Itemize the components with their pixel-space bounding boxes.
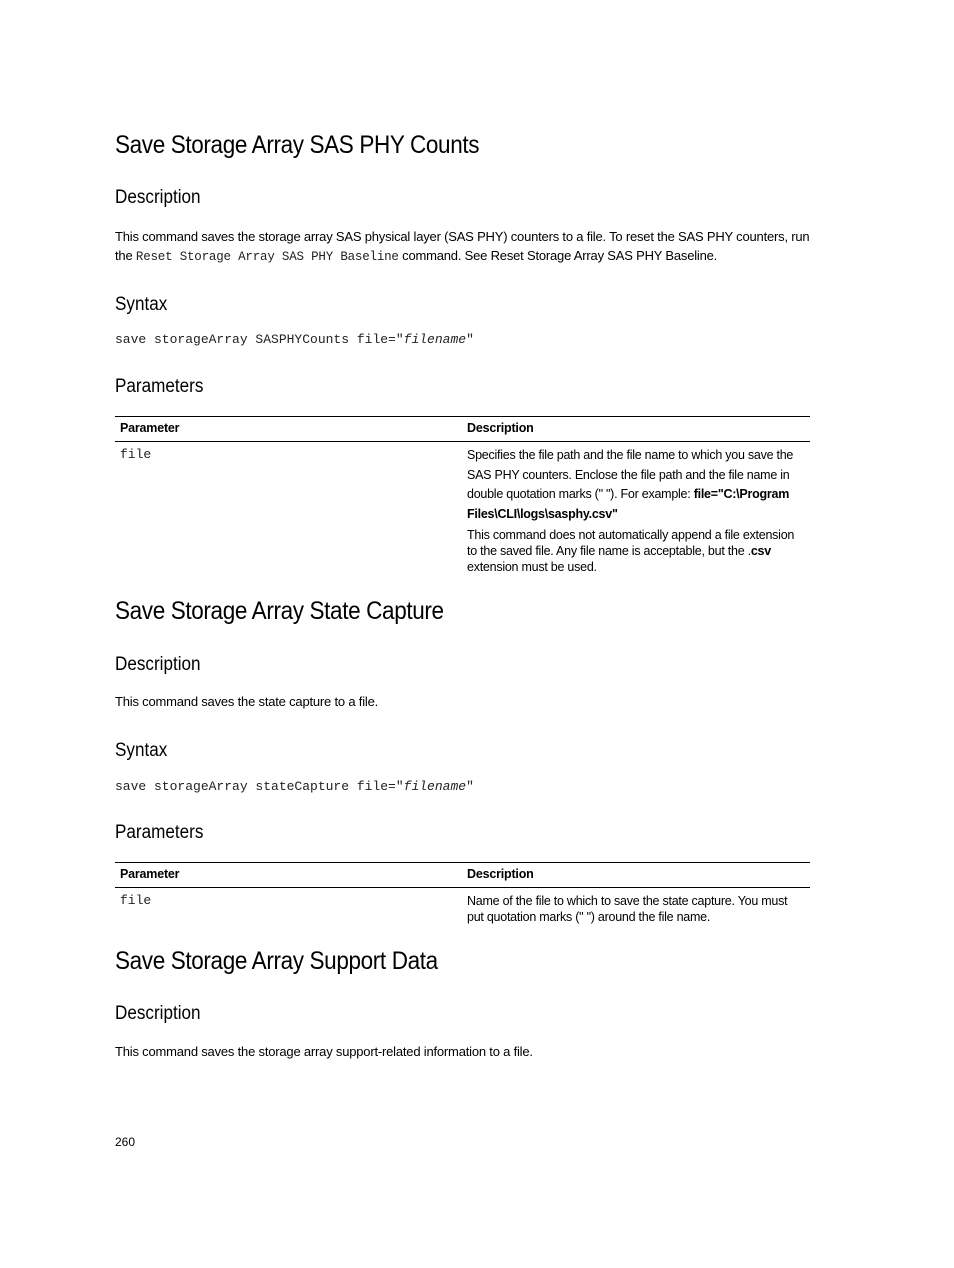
syntax-heading: Syntax: [115, 294, 168, 315]
description-text: This command saves the state capture to a file.: [115, 694, 379, 709]
page-number: 260: [115, 1135, 136, 1149]
syntax-heading: Syntax: [115, 740, 168, 761]
description-heading: Description: [115, 187, 201, 208]
description-paragraph: This command does not automatically append a file extension to the saved file. Any file name is acceptable, but the .csv extension must be used.: [467, 528, 795, 574]
parameters-heading: Parameters: [115, 822, 204, 843]
column-header-description: Description: [467, 867, 534, 881]
description-paragraph: Specifies the file path and the file name to which you save the SAS PHY counters. Enclose the file path and the file name in double quotation marks (" "). For example: file="C:\Program Files\CLI\logs\sasphy.csv": [467, 448, 794, 521]
table-cell-parameter: file: [120, 893, 152, 908]
description-text: This command saves the storage array SAS physical layer (SAS PHY) counters to a file. To reset the SAS PHY counters, run the Reset Storage Array SAS PHY Baseline command. See Reset Storage Array SAS PHY Baseline.: [115, 229, 810, 264]
table-cell-description: [467, 446, 807, 575]
description-heading: Description: [115, 1003, 201, 1024]
column-header-parameter: Parameter: [120, 867, 180, 881]
section-title-sas-phy-counts: Save Storage Array SAS PHY Counts: [115, 131, 480, 159]
column-header-description: Description: [467, 421, 534, 435]
inline-code: Reset Storage Array SAS PHY Baseline: [135, 250, 399, 264]
description-heading: Description: [115, 654, 201, 675]
table-header-rule: [115, 441, 810, 442]
table-cell-description: Name of the file to which to save the state capture. You must put quotation marks (" ") around the file name.: [467, 894, 788, 924]
column-header-parameter: Parameter: [120, 421, 180, 435]
section-title-state-capture: Save Storage Array State Capture: [115, 597, 444, 625]
syntax-code: save storageArray SASPHYCounts file="filename": [115, 332, 474, 347]
table-header-rule: [115, 887, 810, 888]
section-title-support-data: Save Storage Array Support Data: [115, 947, 438, 975]
description-text: This command saves the storage array support-related information to a file.: [115, 1044, 533, 1059]
parameters-heading: Parameters: [115, 376, 204, 397]
syntax-code: save storageArray stateCapture file="filename": [115, 779, 474, 794]
table-top-rule: [115, 862, 810, 863]
table-cell-parameter: file: [120, 447, 152, 462]
table-top-rule: [115, 416, 810, 417]
